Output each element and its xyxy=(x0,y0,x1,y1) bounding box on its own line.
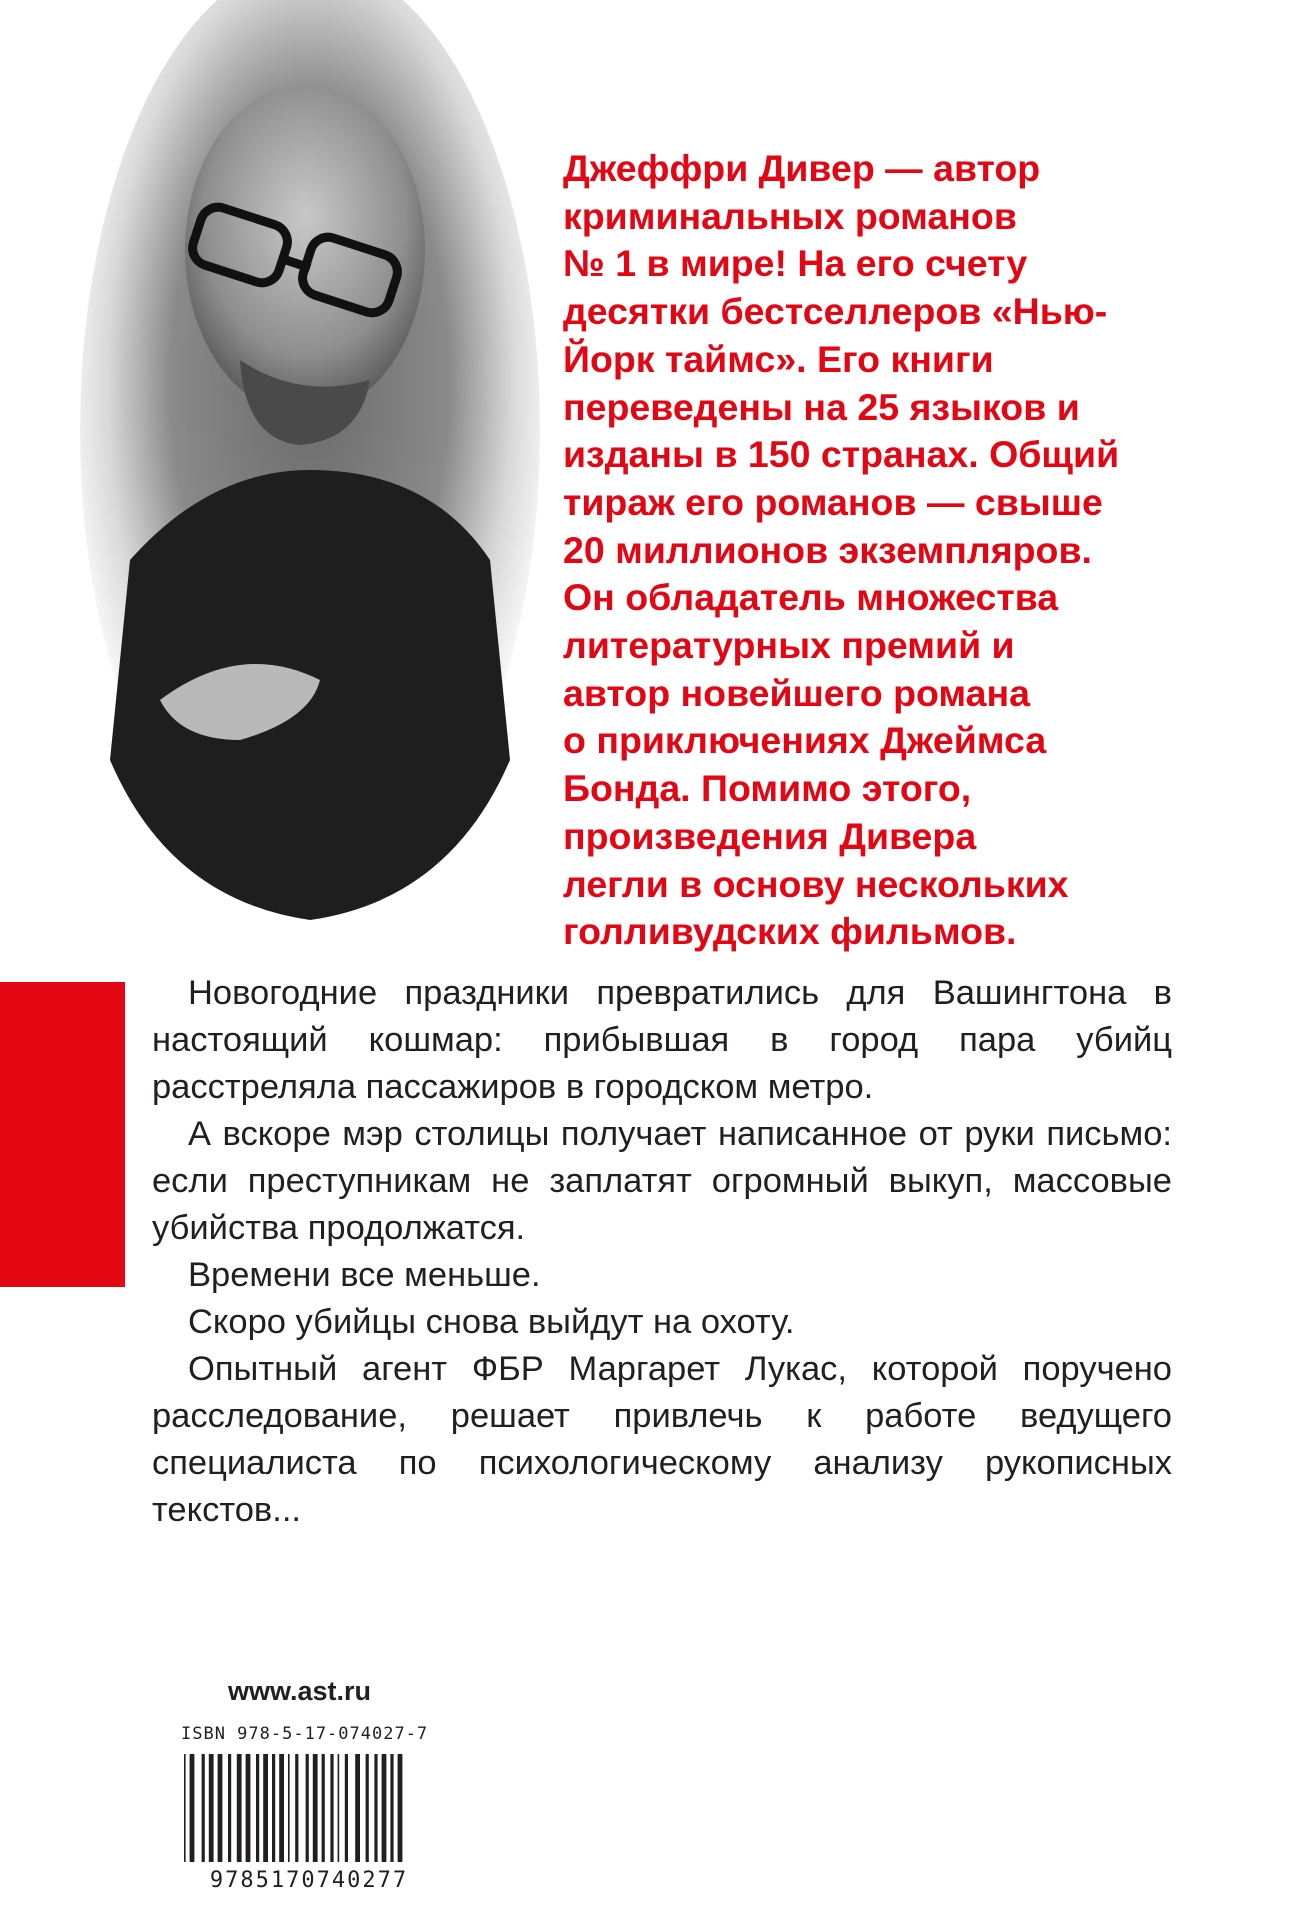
barcode-bar xyxy=(322,1754,325,1862)
barcode-bar xyxy=(338,1754,340,1862)
barcode-bar xyxy=(330,1754,333,1862)
barcode-bars xyxy=(184,1754,402,1862)
description-paragraph: Новогодние праздники превратились для Вашингтона в настоящий кошмар: прибывшая в город пара убийц расстреляла пассажиров в городском метро. xyxy=(152,974,1172,1106)
barcode-bar xyxy=(374,1754,377,1862)
barcode-bar xyxy=(256,1754,259,1862)
book-description xyxy=(152,970,1172,1534)
barcode xyxy=(178,1752,440,1892)
barcode-bar xyxy=(313,1754,318,1862)
barcode-bar xyxy=(345,1754,348,1862)
author-bio xyxy=(563,145,1283,956)
bio-line: голливудских фильмов. xyxy=(563,910,1017,953)
description-paragraph: А вскоре мэр столицы получает написанное от руки письмо: если преступникам не заплатят огромный выкуп, массовые убийства продолжатся. xyxy=(152,1115,1172,1247)
bio-line: о приключениях Джеймса xyxy=(563,719,1047,762)
bio-line: изданы в 150 странах. Общий xyxy=(563,433,1120,476)
barcode-bar xyxy=(288,1754,290,1862)
barcode-bar xyxy=(390,1754,393,1862)
bio-line: тираж его романов — свыше xyxy=(563,480,1103,523)
barcode-bar xyxy=(306,1754,309,1862)
barcode-bar xyxy=(202,1754,205,1862)
barcode-bar xyxy=(209,1754,214,1862)
description-paragraph: Времени все меньше. xyxy=(188,1256,541,1294)
barcode-bar xyxy=(246,1754,251,1862)
bio-line: 20 миллионов экземпляров. xyxy=(563,528,1092,571)
bio-line: переведены на 25 языков и xyxy=(563,385,1080,428)
barcode-bar xyxy=(295,1754,298,1862)
barcode-bar xyxy=(366,1754,369,1862)
author-portrait xyxy=(70,0,550,960)
bio-line: Он обладатель множества xyxy=(563,576,1059,619)
bio-line: легли в основу нескольких xyxy=(563,862,1069,905)
red-accent-bar xyxy=(0,982,125,1287)
barcode-digits: 9785170740277 xyxy=(209,1868,409,1892)
barcode-bar xyxy=(237,1754,242,1862)
barcode-bar xyxy=(228,1754,231,1862)
barcode-bar xyxy=(272,1754,275,1862)
description-paragraph: Скоро убийцы снова выйдут на охоту. xyxy=(188,1303,795,1341)
bio-line: № 1 в мире! На его счету xyxy=(563,242,1028,285)
bio-line: литературных премий и xyxy=(563,624,1015,667)
barcode-bar xyxy=(263,1754,268,1862)
bio-line: десятки бестселлеров «Нью- xyxy=(563,290,1108,333)
bio-line: Джеффри Дивер — автор xyxy=(563,147,1041,189)
bio-line: Йорк таймс». Его книги xyxy=(563,337,994,380)
barcode-bar xyxy=(382,1754,387,1862)
isbn-label: ISBN 978-5-17-074027-7 xyxy=(181,1724,429,1744)
barcode-bar xyxy=(355,1754,360,1862)
barcode-bar xyxy=(190,1754,195,1862)
barcode-bar xyxy=(184,1754,186,1862)
bio-line: криминальных романов xyxy=(563,194,1017,237)
description-paragraph: Опытный агент ФБР Маргарет Лукас, которой поручено расследование, решает привлечь к работе ведущего специалиста по психологическому анализу рукописных текстов... xyxy=(152,1350,1172,1529)
publisher-website: www.ast.ru xyxy=(228,1676,372,1706)
bio-line: Бонда. Помимо этого, xyxy=(563,767,972,810)
bio-line: автор новейшего романа xyxy=(563,671,1031,714)
barcode-bar xyxy=(398,1754,403,1862)
barcode-bar xyxy=(279,1754,284,1862)
bio-line: произведения Дивера xyxy=(563,814,977,857)
barcode-bar xyxy=(218,1754,223,1862)
